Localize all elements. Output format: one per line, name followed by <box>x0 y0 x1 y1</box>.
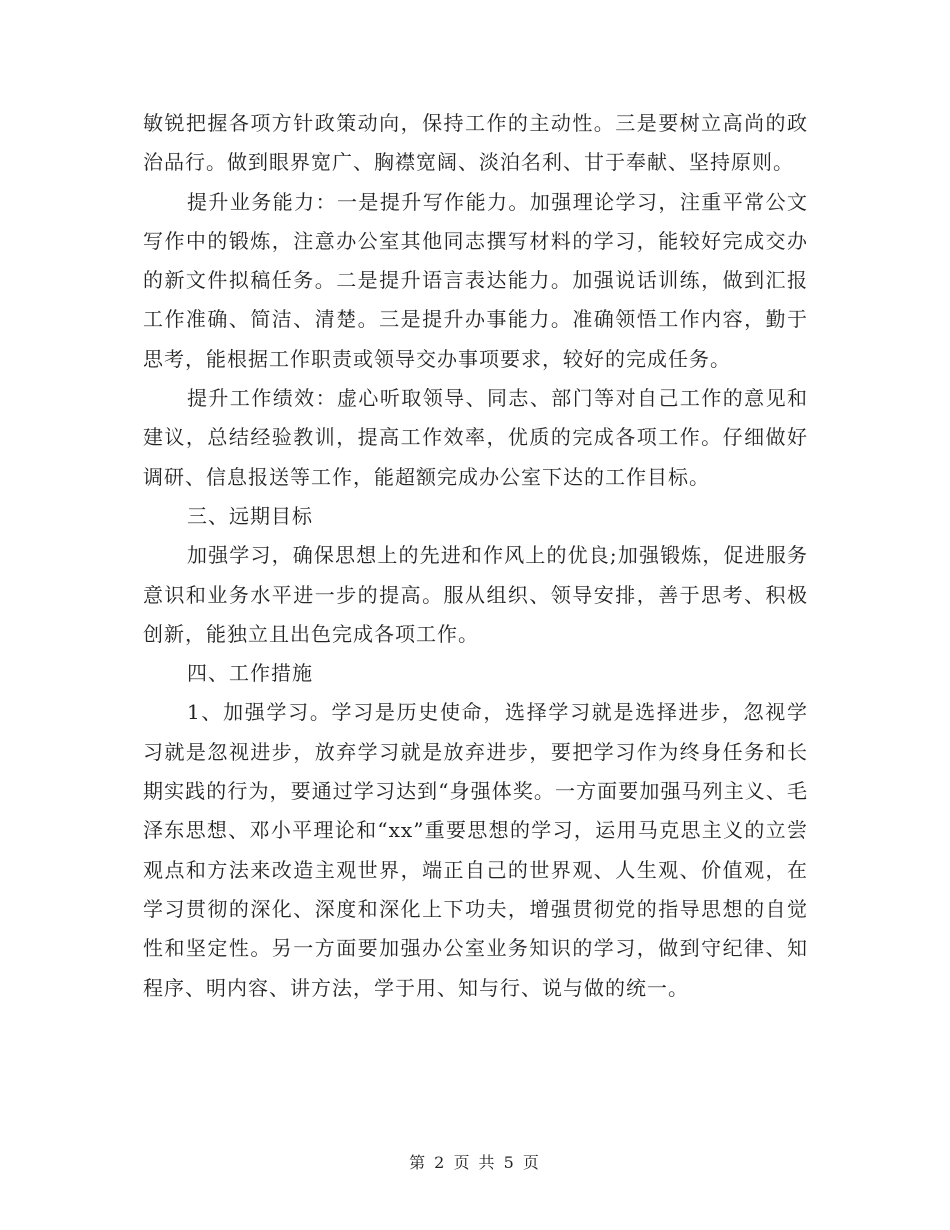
paragraph-5: 加强学习，确保思想上的先进和作风上的优良;加强锻炼，促进服务意识和业务水平进一步的提高。服从组织、领导安排，善于思考、积极创新，能独立且出色完成各项工作。 <box>143 543 808 646</box>
section-heading-4: 四、工作措施 <box>187 661 313 686</box>
page-number-footer: 第 2 页 共 5 页 <box>409 1153 541 1172</box>
paragraph-3: 提升工作绩效：虚心听取领导、同志、部门等对自己工作的意见和建议，总结经验教训，提高工作效率，优质的完成各项工作。仔细做好调研、信息报送等工作，能超额完成办公室下达的工作目标。 <box>143 386 808 489</box>
section-heading-3: 三、远期目标 <box>187 503 313 528</box>
document-body <box>143 104 808 1008</box>
paragraph-7: 1、加强学习。学习是历史使命，选择学习就是选择进步，忽视学习就是忽视进步，放弃学习就是放弃进步，要把学习作为终身任务和长期实践的行为，要通过学习达到“身强体奖。一方面要加强马列主义、毛泽东思想、邓小平理论和“xx”重要思想的学习，运用马克思主义的立尝观点和方法来改造主观世界，端正自己的世界观、人生观、价值观，在学习贯彻的深化、深度和深化上下功夫，增强贯彻党的指导思想的自觉性和坚定性。另一方面要加强办公室业务知识的学习，做到守纪律、知程序、明内容、讲方法，学于用、知与行、说与做的统一。 <box>143 700 808 1000</box>
paragraph-2: 提升业务能力：一是提升写作能力。加强理论学习，注重平常公文写作中的锻炼，注意办公室其他同志撰写材料的学习，能较好完成交办的新文件拟稿任务。二是提升语言表达能力。加强说话训练，做到汇报工作准确、简洁、清楚。三是提升办事能力。准确领悟工作内容，勤于思考，能根据工作职责或领导交办事项要求，较好的完成任务。 <box>143 189 808 371</box>
paragraph-1: 敏锐把握各项方针政策动向，保持工作的主动性。三是要树立高尚的政治品行。做到眼界宽广、胸襟宽阔、淡泊名利、甘于奉献、坚持原则。 <box>143 111 808 175</box>
